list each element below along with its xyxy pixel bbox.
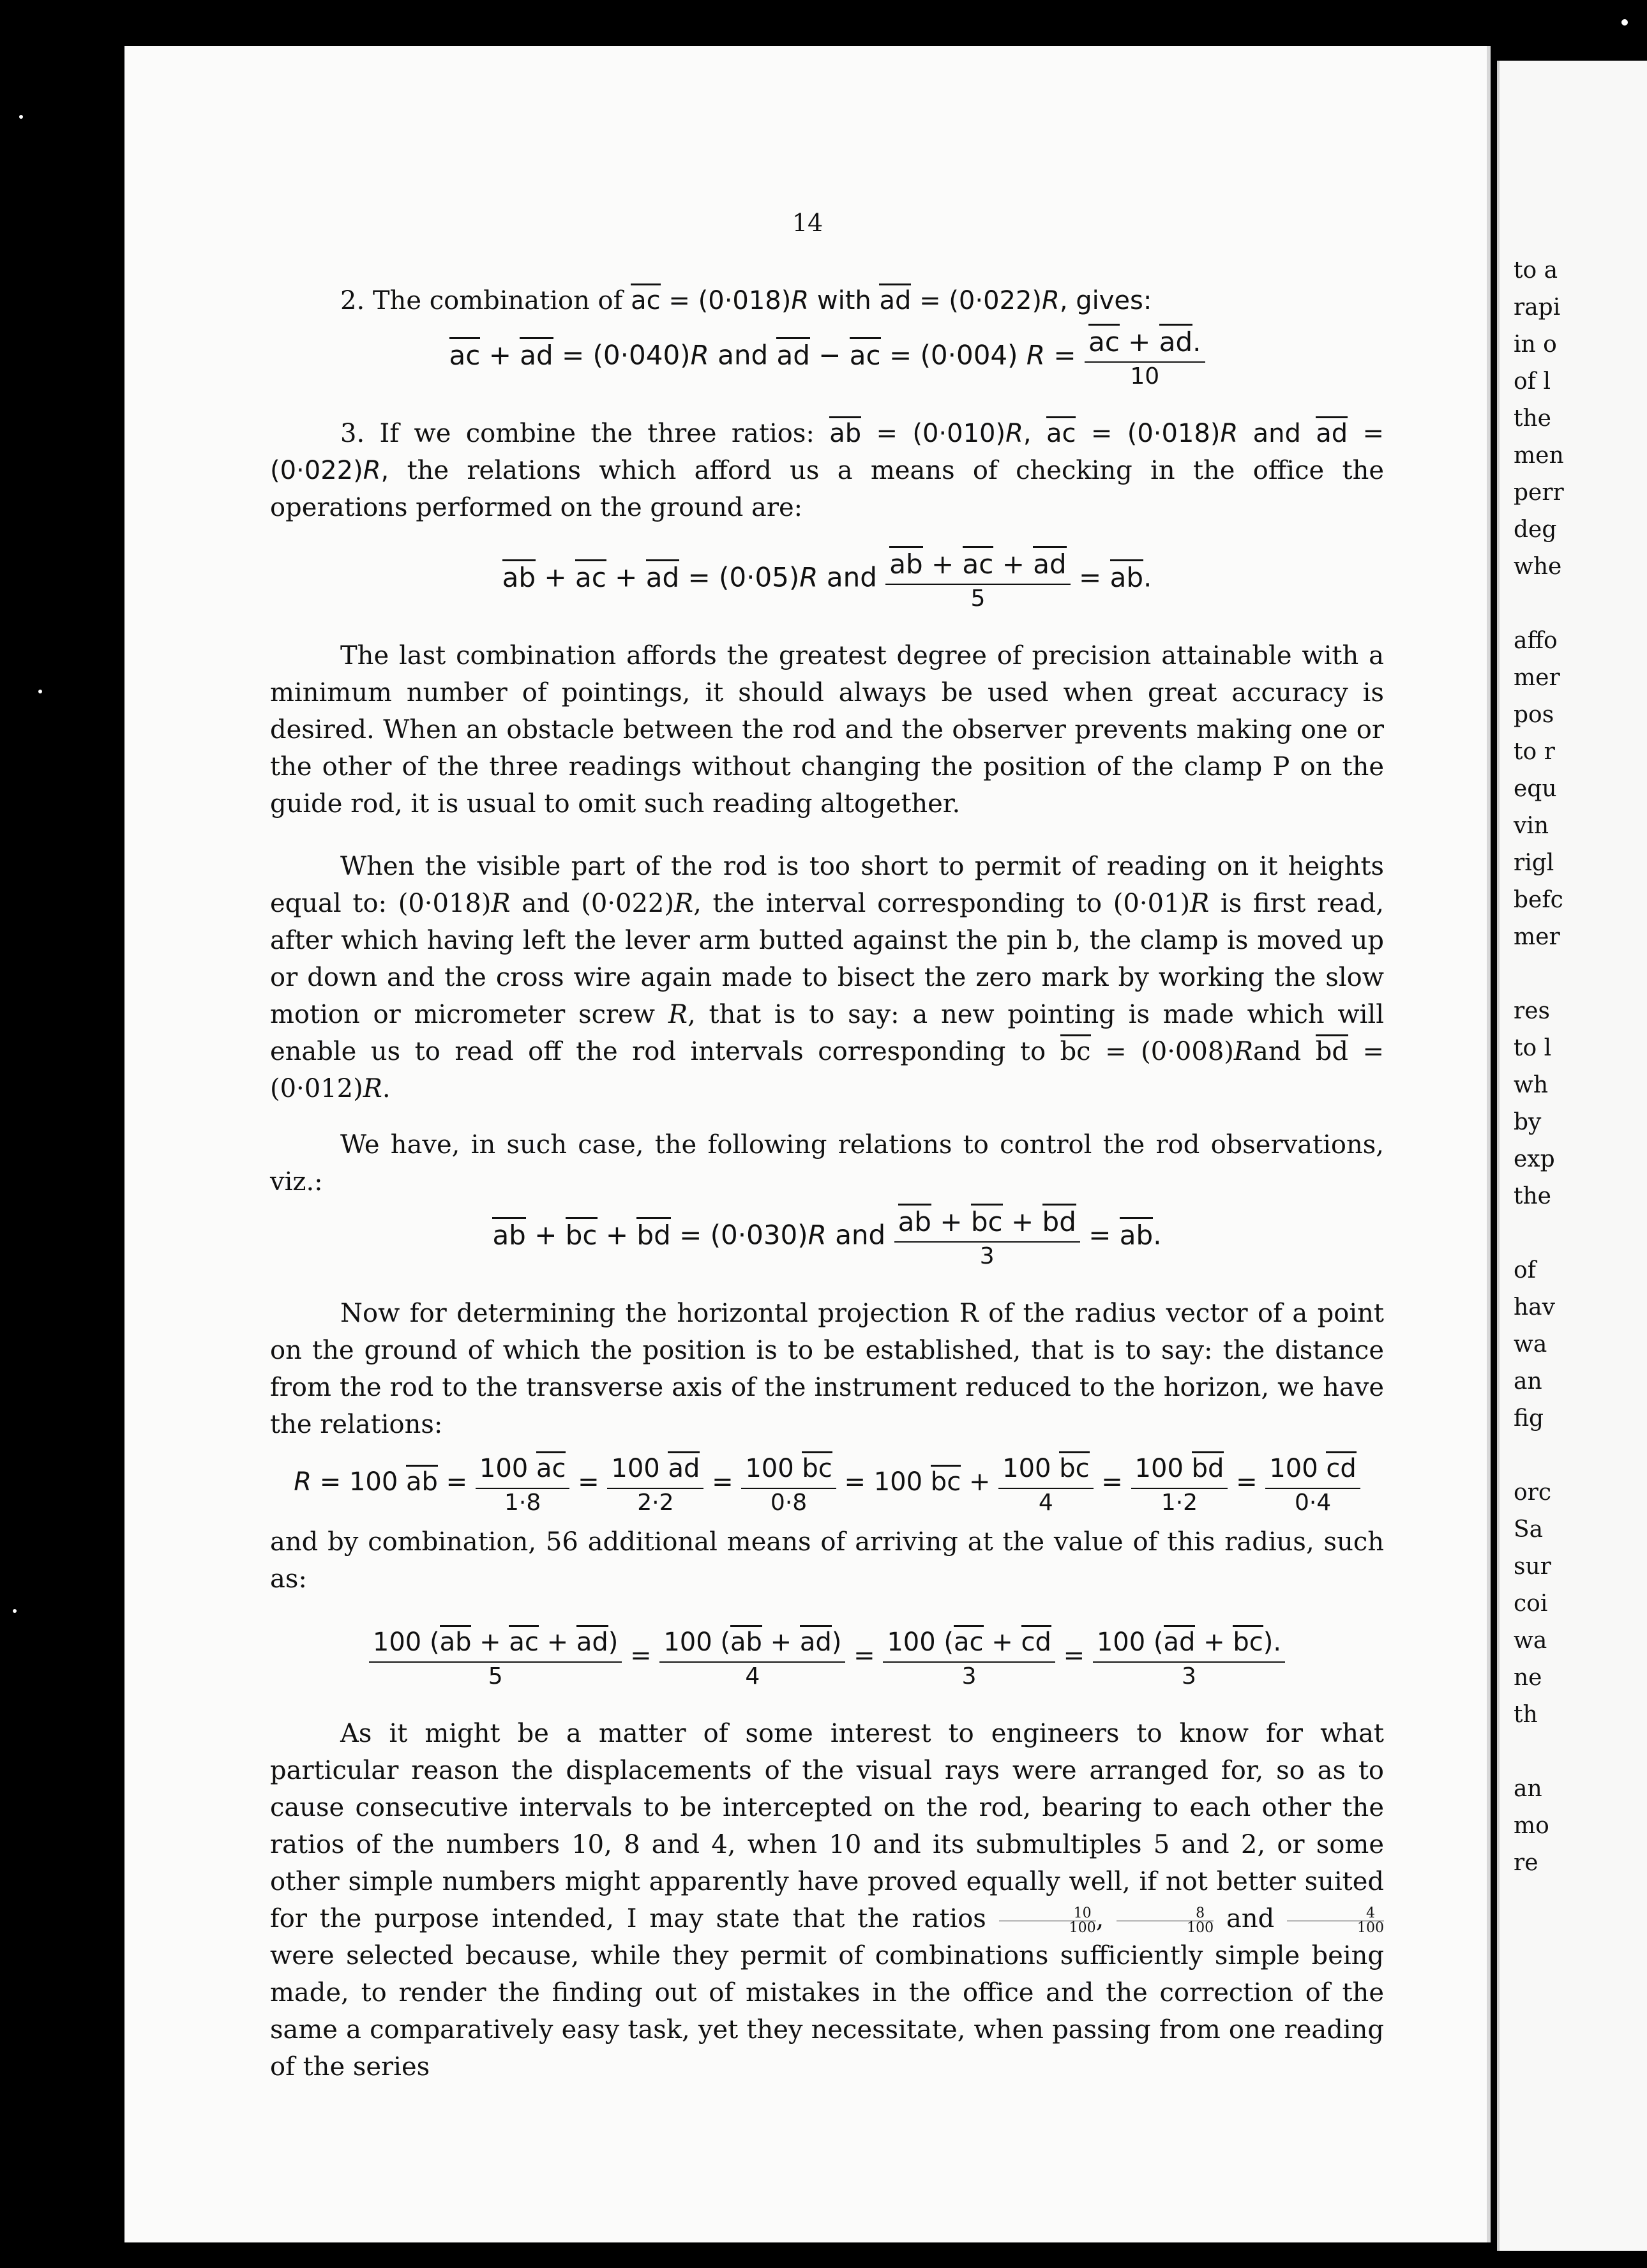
right-page-line: by <box>1514 1109 1542 1135</box>
paragraph-text: As it might be a matter of some interest to engineers to know for what particular reason the displacements of the visual rays were arranged for, so as to cause consecutive intervals to be intercepted on the rod, bearing to each other the ratios of the numbers 10, 8 and 4, when 10 and its submultiples 5 and 2, or some other simple numbers might apparently have proved equally well, if not better suited for the purpose intended, I may state that the ratios <box>270 1719 1384 1933</box>
right-page-line: exp <box>1514 1146 1555 1172</box>
book-page-right-edge <box>1497 61 1647 2251</box>
right-page-line: re <box>1514 1850 1538 1876</box>
right-page-line: vin <box>1514 813 1549 839</box>
right-page-line: ne <box>1514 1665 1542 1691</box>
right-page-line: mer <box>1514 924 1560 950</box>
scan-speck <box>38 690 42 693</box>
right-page-line: men <box>1514 442 1564 469</box>
right-page-line <box>1500 1734 1564 1771</box>
paragraph-text: is first read, after which having left the lever arm butted against the pin b, the clamp is moved up or down and the cross wire again made to bisect the zero mark by working the slow motion or micrometer screw <box>270 889 1385 1029</box>
right-page-line: in o <box>1514 331 1557 358</box>
right-page-line: mer <box>1514 665 1560 691</box>
right-page-line <box>1500 1437 1564 1474</box>
paragraph-last-combination: The last combination affords the greatest degree of precision attainable with a minimum number of pointings, it should always be used when great accuracy is desired. When an obstacle between the rod and the observer prevents making one or the other of the three readings without changing the position of the clamp P on the guide rod, it is usual to omit such reading altogether. <box>270 641 1384 819</box>
right-page-line: the <box>1514 1183 1551 1209</box>
scan-speck <box>19 115 23 119</box>
equation-5: $\frac{100 (ab + ac + ad)}{5}$ = $\frac{100 (ab + ad)}{4}$ = $\frac{100 (ac + cd}{3}$ = $\frac{100 (ad + bc).}{3}$ <box>270 1623 1384 1691</box>
right-page-line: orc <box>1514 1479 1552 1506</box>
right-page-line: to l <box>1514 1035 1552 1061</box>
scan-speck <box>1621 19 1628 26</box>
right-page-line: hav <box>1514 1294 1555 1320</box>
right-page-line: wh <box>1514 1072 1548 1098</box>
right-page-line: rigl <box>1514 850 1554 876</box>
right-page-line: res <box>1514 998 1550 1024</box>
right-page-line: an <box>1514 1368 1542 1395</box>
right-page-line: of <box>1514 1257 1536 1283</box>
right-page-line: equ <box>1514 776 1557 802</box>
right-page-line <box>1500 1215 1564 1252</box>
paragraph-text: 3. If we combine the three ratios: <box>340 419 815 448</box>
right-page-line: the <box>1514 405 1551 432</box>
right-page-line: rapi <box>1514 294 1561 321</box>
right-page-line: mo <box>1514 1813 1549 1839</box>
right-page-line: befc <box>1514 887 1563 913</box>
right-page-line: pos <box>1514 702 1554 728</box>
equation-1: ac + ad = (0·040)R and ad − ac = (0·004) R = $\frac{ac + ad.}{10}$ <box>270 323 1384 391</box>
paragraph-such-case: We have, in such case, the following relations to control the rod observations, viz.: <box>270 1130 1384 1197</box>
right-page-line: an <box>1514 1776 1542 1802</box>
right-page-text-fragments <box>1500 252 1564 1882</box>
right-page-line: th <box>1514 1702 1538 1728</box>
book-page-left <box>124 46 1491 2242</box>
right-page-line: to r <box>1514 739 1555 765</box>
page-number: 14 <box>792 209 824 237</box>
paragraph-3: 3. If we combine the three ratios: ab = (0·010)R, ac = (0·018)R and ad = (0·022)R, the relations which afford us a means of checking in the office the operations performed on the ground are: <box>270 415 1384 526</box>
equation-2: ab + ac + ad = (0·05)R and $\frac{ab + ac + ad}{5}$ = ab. <box>270 545 1384 613</box>
right-page-line: to a <box>1514 257 1558 284</box>
right-page-line: deg <box>1514 517 1557 543</box>
paragraph-visible-part: When the visible part of the rod is too short to permit of reading on it heights equal to: (0·018)R and (0·022)R, the interval corresponding to (0·01)R is first read, after which having left the lever arm butted against the pin b, the clamp is moved up or down and the cross wire again made to bisect the zero mark by working the slow motion or micrometer screw R, that is to say: a new pointing is made which will enable us to read off the rod intervals corresponding to bc = (0·008)Rand bd = (0·012)R. <box>270 852 1385 1103</box>
right-page-line: whe <box>1514 554 1562 580</box>
paragraph-2: 2. The combination of ac = (0·018)R with ad = (0·022)R, gives: <box>270 282 1384 319</box>
paragraph-horizontal-projection: Now for determining the horizontal projection R of the radius vector of a point on the ground of which the position is to be established, that is to say: the distance from the rod to the transverse axis of the instrument reduced to the horizon, we have the relations: <box>270 1299 1384 1439</box>
right-page-line: wa <box>1514 1628 1547 1654</box>
paragraph-text: When the visible part of the rod is too short to permit of reading on it heights equal to: <box>270 852 1384 918</box>
right-page-line: wa <box>1514 1331 1547 1357</box>
paragraph-engineers: As it might be a matter of some interest to engineers to know for what particular reason the displacements of the visual rays were arranged for, so as to cause consecutive intervals to be intercepted on the rod, bearing to each other the ratios of the numbers 10, 8 and 4, when 10 and its submultiples 5 and 2, or some other simple numbers might apparently have proved equally well, if not better suited for the purpose intended, I may state that the ratios $\frac{10}{100}$ , $\frac{8}{100}$ and $\frac{4}{100}$ were selected because, while they permit of combinations sufficiently simple being made, to render the finding out of mistakes in the office and the correction of the same a comparatively easy task, yet they necessitate, when passing from one reading of the series <box>270 1719 1384 2082</box>
paragraph-text: the relations which afford us a means of checking in the office the operations performed on the ground are: <box>270 456 1385 522</box>
paragraph-text: 2. The combination of <box>340 286 623 315</box>
equation-4: R = 100 ab = $\frac{100 ac}{1\cdot 8}$ = $\frac{100 ad}{2\cdot 2}$ = $\frac{100 bc}{0\cdot 8}$ = 100 bc + $\frac{100 bc}{4}$ = $\frac{100 bd}{1\cdot 2}$ = $\frac{100 cd}{0\cdot 4}$ <box>270 1449 1384 1517</box>
right-page-line: coi <box>1514 1591 1548 1617</box>
paragraph-combination: and by combination, 56 additional means of arriving at the value of this radius, such as: <box>270 1527 1384 1594</box>
right-page-line: affo <box>1514 628 1558 654</box>
page-body <box>270 282 1384 2105</box>
right-page-line: sur <box>1514 1554 1551 1580</box>
paragraph-text: the interval corresponding to <box>712 889 1102 918</box>
right-page-line: fig <box>1514 1405 1544 1432</box>
right-page-line: perr <box>1514 480 1564 506</box>
paragraph-text: that is to say: a new pointing is made which will enable us to read off the rod intervals corresponding to <box>270 1000 1385 1066</box>
right-page-line: of l <box>1514 368 1551 395</box>
scan-speck <box>13 1609 17 1613</box>
right-page-line <box>1500 586 1564 623</box>
right-page-line: Sa <box>1514 1516 1544 1543</box>
right-page-line <box>1500 956 1564 993</box>
equation-3: ab + bc + bd = (0·030)R and $\frac{ab + bc + bd}{3}$ = ab. <box>270 1203 1384 1271</box>
paragraph-text: were selected because, while they permit of combinations sufficiently simple being made, to render the finding out of mistakes in the office and the correction of the same a comparatively easy task, yet they necessitate, when passing from one reading of the series <box>270 1941 1384 2082</box>
